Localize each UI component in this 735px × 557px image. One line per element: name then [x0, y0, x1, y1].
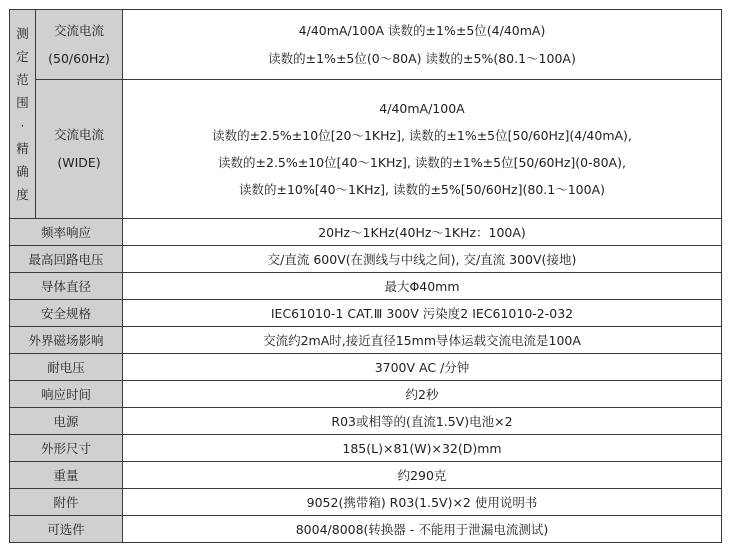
section-label-char: 范: [16, 72, 29, 87]
row-label: 耐电压: [10, 354, 123, 381]
row-label: 电源: [10, 408, 123, 435]
row-value: 交/直流 600V(在测线与中线之间), 交/直流 300V(接地): [123, 246, 722, 273]
table-row-ac-50-60: [10, 10, 722, 80]
ac-wide-label: 交流电流 (WIDE): [36, 80, 123, 219]
row-value: 185(L)×81(W)×32(D)mm: [123, 435, 722, 462]
spec-table: [9, 9, 722, 543]
table-row-weight: [10, 462, 722, 489]
table-row-power-supply: [10, 408, 722, 435]
row-value: 9052(携带箱) R03(1.5V)×2 使用说明书: [123, 489, 722, 516]
table-row-options: [10, 516, 722, 543]
row-label: 外形尺寸: [10, 435, 123, 462]
row-label: 可选件: [10, 516, 123, 543]
table-row-max-circuit-voltage: [10, 246, 722, 273]
ac-wide-value: 4/40mA/100A 读数的±2.5%±10位[20～1KHz], 读数的±1%±5位[50/60Hz](4/40mA), 读数的±2.5%±10位[40～1KHz], 读数的±1%±5位[50/60Hz](0-80A), 读数的±10%[40～1KHz], 读数的±5%[50/60Hz](80.1～100A): [123, 80, 722, 219]
table-row-withstand-voltage: [10, 354, 722, 381]
row-value: 约290克: [123, 462, 722, 489]
table-row-accessories: [10, 489, 722, 516]
row-label: 安全规格: [10, 300, 123, 327]
ac-50-60-label: 交流电流 (50/60Hz): [36, 10, 123, 80]
row-label: 最高回路电压: [10, 246, 123, 273]
row-label: 附件: [10, 489, 123, 516]
row-label: 响应时间: [10, 381, 123, 408]
row-value: 20Hz～1KHz(40Hz～1KHz：100A): [123, 219, 722, 246]
section-label-char: 精: [16, 141, 29, 156]
row-value: 约2秒: [123, 381, 722, 408]
row-label: 重量: [10, 462, 123, 489]
table-row-frequency-response: [10, 219, 722, 246]
row-value: 最大Φ40mm: [123, 273, 722, 300]
table-row-conductor-diameter: [10, 273, 722, 300]
table-row-dimensions: [10, 435, 722, 462]
table-row-external-magnetic-field: [10, 327, 722, 354]
range-accuracy-section-label: [10, 10, 36, 219]
table-row-safety-standard: [10, 300, 722, 327]
row-label: 频率响应: [10, 219, 123, 246]
ac-50-60-value: 4/40mA/100A 读数的±1%±5位(4/40mA) 读数的±1%±5位(0～80A) 读数的±5%(80.1～100A): [123, 10, 722, 80]
section-label-char: 确: [16, 164, 29, 179]
table-row-ac-wide: [10, 80, 722, 219]
row-value: 3700V AC /分钟: [123, 354, 722, 381]
row-value: IEC61010-1 CAT.Ⅲ 300V 污染度2 IEC61010-2-032: [123, 300, 722, 327]
row-value: 交流约2mA时,接近直径15mm导体运载交流电流是100A: [123, 327, 722, 354]
row-value: R03或相等的(直流1.5V)电池×2: [123, 408, 722, 435]
section-label-char: 定: [16, 49, 29, 64]
row-value: 8004/8008(转换器 - 不能用于泄漏电流测试): [123, 516, 722, 543]
section-label-char: 度: [16, 187, 29, 202]
section-label-char: 测: [16, 26, 29, 41]
section-label-char: ·: [20, 118, 25, 133]
row-label: 导体直径: [10, 273, 123, 300]
table-row-response-time: [10, 381, 722, 408]
section-label-char: 围: [16, 95, 29, 110]
row-label: 外界磁场影响: [10, 327, 123, 354]
